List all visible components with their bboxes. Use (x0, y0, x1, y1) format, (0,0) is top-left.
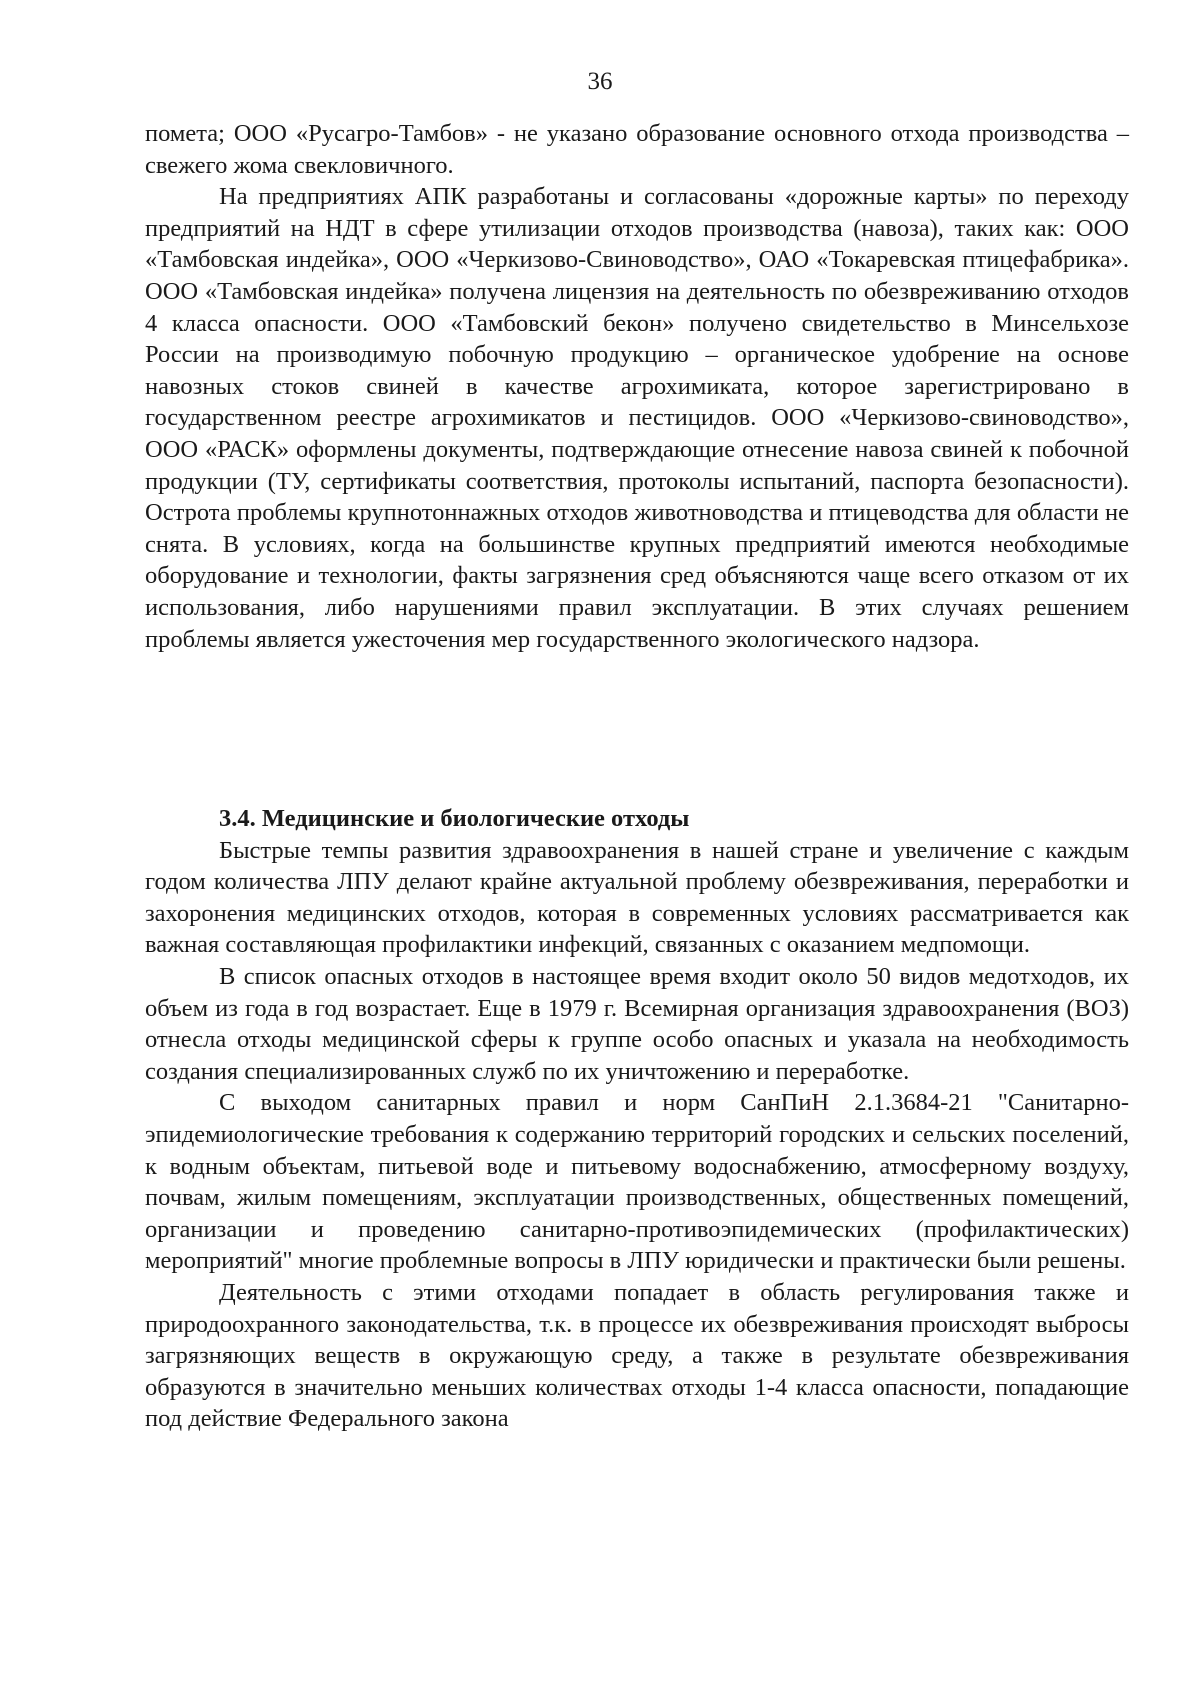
paragraph: помета; ООО «Русагро-Тамбов» - не указано образование основного отхода производства – свежего жома свекловичного. (145, 120, 1129, 179)
paragraph: В список опасных отходов в настоящее время входит около 50 видов медотходов, их объем из года в год возрастает. Еще в 1979 г. Всемирная организация здравоохранения (ВОЗ) отнесла отходы медицинской сферы к группе особо опасных и указала на необходимость создания специализированных служб по их уничтожению и переработке. (145, 962, 1129, 1085)
paragraph: Деятельность с этими отходами попадает в область регулирования также и природоохранного законодательства, т.к. в процессе их обезвреживания происходят выбросы загрязняющих веществ в окружающую среду, а также в результате обезвреживания образуются в значительно меньших количествах отходы 1-4 класса опасности, попадающие под действие Федерального закона (145, 1278, 1129, 1433)
page-number: 36 (587, 68, 613, 95)
section-medical-waste (145, 803, 1129, 1435)
paragraph: На предприятиях АПК разработаны и согласованы «дорожные карты» по переходу предприятий на НДТ в сфере утилизации отходов производства (навоза), таких как: ООО «Тамбовская индейка», ООО «Черкизово-Свиноводство», ОАО «Токаревская птицефабрика». ООО «Тамбовская индейка» получена лицензия на деятельность по обезвреживанию отходов 4 класса опасности. ООО «Тамбовский бекон» получено свидетельство в Минсельхозе России на производимую побочную продукцию – органическое удобрение на основе навозных стоков свиней в качестве агрохимиката, которое зарегистрировано в государственном реестре агрохимикатов и пестицидов. ООО «Черкизово-свиноводство», ООО «РАСК» оформлены документы, подтверждающие отнесение навоза свиней к побочной продукции (ТУ, сертификаты соответствия, протоколы испытаний, паспорта безопасности). Острота проблемы крупнотоннажных отходов животноводства и птицеводства для области не снята. В условиях, когда на большинстве крупных предприятий имеются необходимые оборудование и технологии, факты загрязнения сред объясняются чаще всего отказом от их использования, либо нарушениями правил эксплуатации. В этих случаях решением проблемы является ужесточения мер государственного экологического надзора. (145, 183, 1129, 653)
paragraph: С выходом санитарных правил и норм СанПиН 2.1.3684-21 "Санитарно-эпидемиологические требования к содержанию территорий городских и сельских поселений, к водным объектам, питьевой воде и питьевому водоснабжению, атмосферному воздуху, почвам, жилым помещениям, эксплуатации производственных, общественных помещений, организации и проведению санитарно-противоэпидемических (профилактических) мероприятий" многие проблемные вопросы в ЛПУ юридически и практически были решены. (145, 1089, 1129, 1275)
paragraph: Быстрые темпы развития здравоохранения в нашей стране и увеличение с каждым годом количества ЛПУ делают крайне актуальной проблему обезвреживания, переработки и захоронения медицинских отходов, которая в современных условиях рассматривается как важная составляющая профилактики инфекций, связанных с оказанием медпомощи. (145, 836, 1129, 959)
section-agro-waste (145, 118, 1129, 655)
section-heading: 3.4. Медицинские и биологические отходы (219, 805, 690, 832)
